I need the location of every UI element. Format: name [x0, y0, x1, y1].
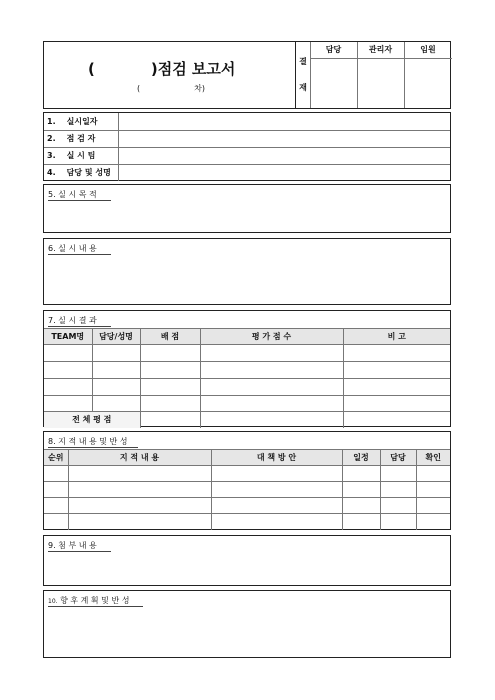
report-round: ( 차) — [137, 84, 205, 93]
approval-cell-staff[interactable]: 담당 — [310, 42, 358, 108]
section-title: 9. 첨 부 내 용 — [48, 541, 111, 552]
info-label: 점 검 자 — [66, 134, 96, 143]
col-score: 배 점 — [140, 329, 200, 345]
team-field[interactable] — [118, 147, 450, 164]
col-measure: 대 책 방 안 — [211, 450, 342, 466]
findings-table — [44, 449, 450, 530]
col-eval: 평 가 점 수 — [200, 329, 343, 345]
total-label: 전 체 평 점 — [44, 412, 140, 428]
info-row: 2. 점 검 자 — [44, 130, 450, 147]
table-row[interactable] — [44, 345, 450, 362]
col-owner: 담당 — [380, 450, 416, 466]
section-title: 7. 실 시 결 과 — [48, 316, 111, 327]
section-title: 6. 실 시 내 용 — [48, 244, 111, 255]
report-title: ( )점검 보고서 — [88, 60, 236, 78]
table-row[interactable] — [44, 396, 450, 412]
section-title: 8. 지 적 내 용 및 반 성 — [48, 437, 138, 448]
col-confirm: 확인 — [416, 450, 450, 466]
section-content[interactable] — [43, 238, 451, 305]
table-row[interactable] — [44, 466, 450, 482]
table-row[interactable] — [44, 498, 450, 514]
table-row[interactable] — [44, 514, 450, 530]
section-attachments[interactable] — [43, 535, 451, 586]
section-title: 5. 실 시 목 적 — [48, 190, 111, 201]
report-header — [43, 41, 451, 109]
col-person: 담당/성명 — [92, 329, 140, 345]
table-row[interactable] — [44, 482, 450, 498]
person-field[interactable] — [118, 164, 450, 181]
table-header-row — [44, 450, 450, 466]
col-finding: 지 적 내 용 — [68, 450, 211, 466]
approval-cell-manager[interactable]: 관리자 — [357, 42, 405, 108]
col-schedule: 일정 — [342, 450, 380, 466]
section-future-plan[interactable] — [43, 590, 451, 658]
section-results — [43, 310, 451, 427]
col-rank: 순위 — [44, 450, 68, 466]
approval-cell-executive[interactable]: 임원 — [404, 42, 452, 108]
total-score-field[interactable] — [140, 412, 200, 428]
table-header-row — [44, 329, 450, 345]
info-section — [43, 112, 451, 181]
table-row[interactable] — [44, 362, 450, 379]
results-table — [44, 328, 450, 428]
info-label: 담당 및 성명 — [66, 168, 111, 178]
info-label: 실 시 팀 — [66, 151, 96, 160]
info-row: 1. 실시일자 — [44, 113, 450, 130]
section-title: 10. 향 후 계 획 및 반 성 — [48, 596, 143, 607]
info-row: 3. 실 시 팀 — [44, 147, 450, 164]
table-row[interactable] — [44, 379, 450, 396]
col-remark: 비 고 — [343, 329, 450, 345]
info-row: 4. 담당 및 성명 — [44, 164, 450, 181]
section-purpose[interactable] — [43, 184, 451, 233]
info-label: 실시일자 — [66, 116, 98, 126]
inspector-field[interactable] — [118, 130, 450, 147]
col-team: TEAM명 — [44, 329, 92, 345]
approval-label: 결 재 — [296, 42, 311, 108]
section-findings — [43, 431, 451, 530]
total-row — [44, 412, 450, 428]
approval-block — [295, 42, 452, 108]
date-field[interactable] — [118, 113, 450, 130]
